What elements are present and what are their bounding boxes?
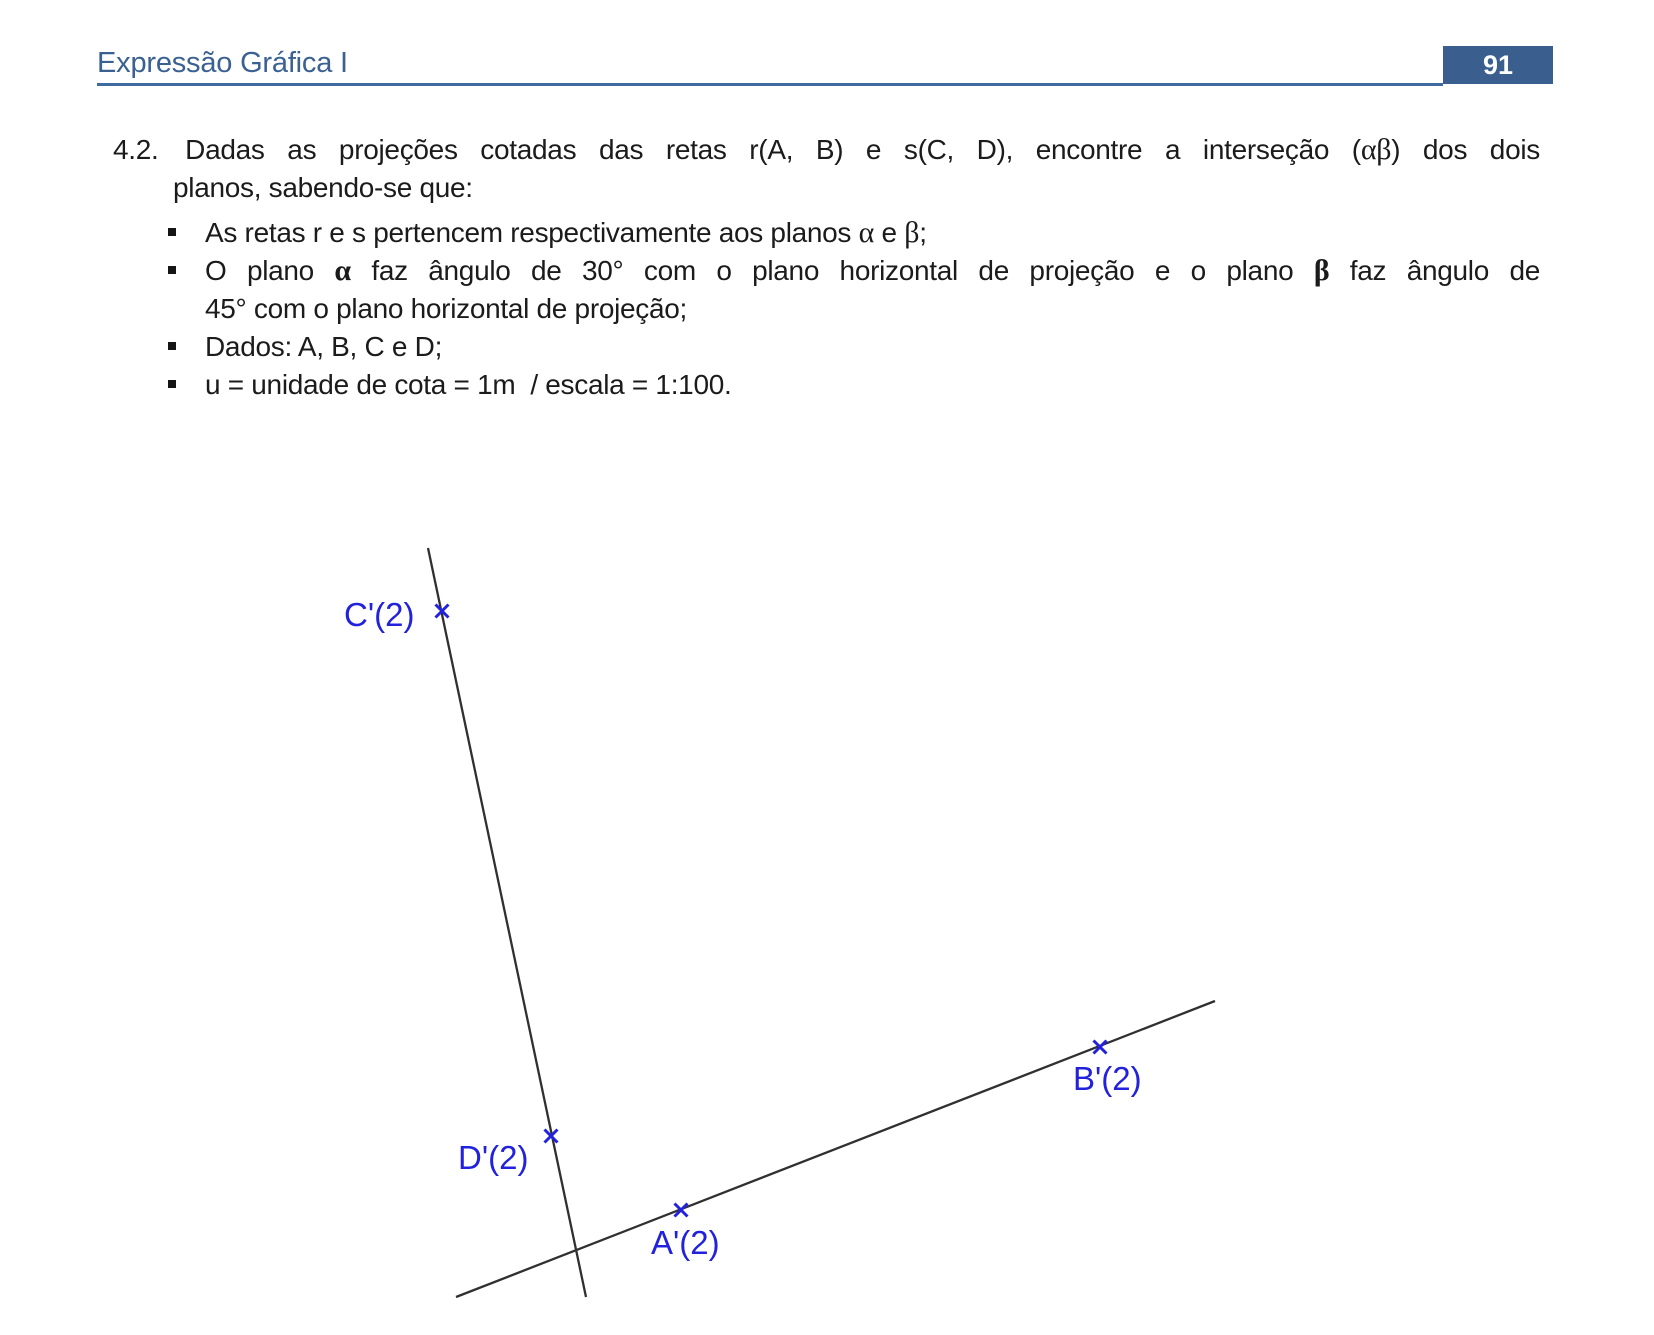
page-title: Expressão Gráfica I xyxy=(97,47,348,79)
text-segment: As retas r e s pertencem respectivamente aos planos xyxy=(205,217,859,248)
page-number: 91 xyxy=(1482,49,1514,80)
text-segment: faz ângulo de 30° com o plano horizontal de projeção e o plano xyxy=(350,255,1314,286)
text-segment: Dados: A, B, C e D; xyxy=(205,331,443,362)
text-segment: O plano xyxy=(205,255,335,286)
text-segment: e xyxy=(874,217,905,248)
point-label-b: B'(2) xyxy=(1073,1060,1142,1097)
text-segment: u = unidade de cota = 1m / escala = 1:100. xyxy=(205,369,732,400)
text-segment: ; xyxy=(919,217,927,248)
text-segment: 4.2. xyxy=(113,134,159,165)
text-segment: β xyxy=(1313,254,1330,287)
text-segment: α xyxy=(858,216,875,249)
text-segment: faz ângulo de xyxy=(1329,255,1541,286)
text-segment: ) dos dois xyxy=(1391,134,1540,165)
exercise-intro-line2: planos, sabendo-se que: xyxy=(173,172,473,203)
text-segment: 45° com o plano horizontal de projeção; xyxy=(205,293,688,324)
point-label-a: A'(2) xyxy=(651,1224,720,1261)
text-segment: β xyxy=(904,216,920,249)
text-segment: α xyxy=(334,254,351,287)
line-s xyxy=(428,548,586,1297)
text-segment: Dadas as projeções cotadas das retas r(A, B) e s(C, D), encontre a interseção ( xyxy=(162,134,1361,165)
text-segment: αβ xyxy=(1360,133,1392,166)
point-label-c: C'(2) xyxy=(344,596,415,633)
point-label-d: D'(2) xyxy=(458,1139,529,1176)
